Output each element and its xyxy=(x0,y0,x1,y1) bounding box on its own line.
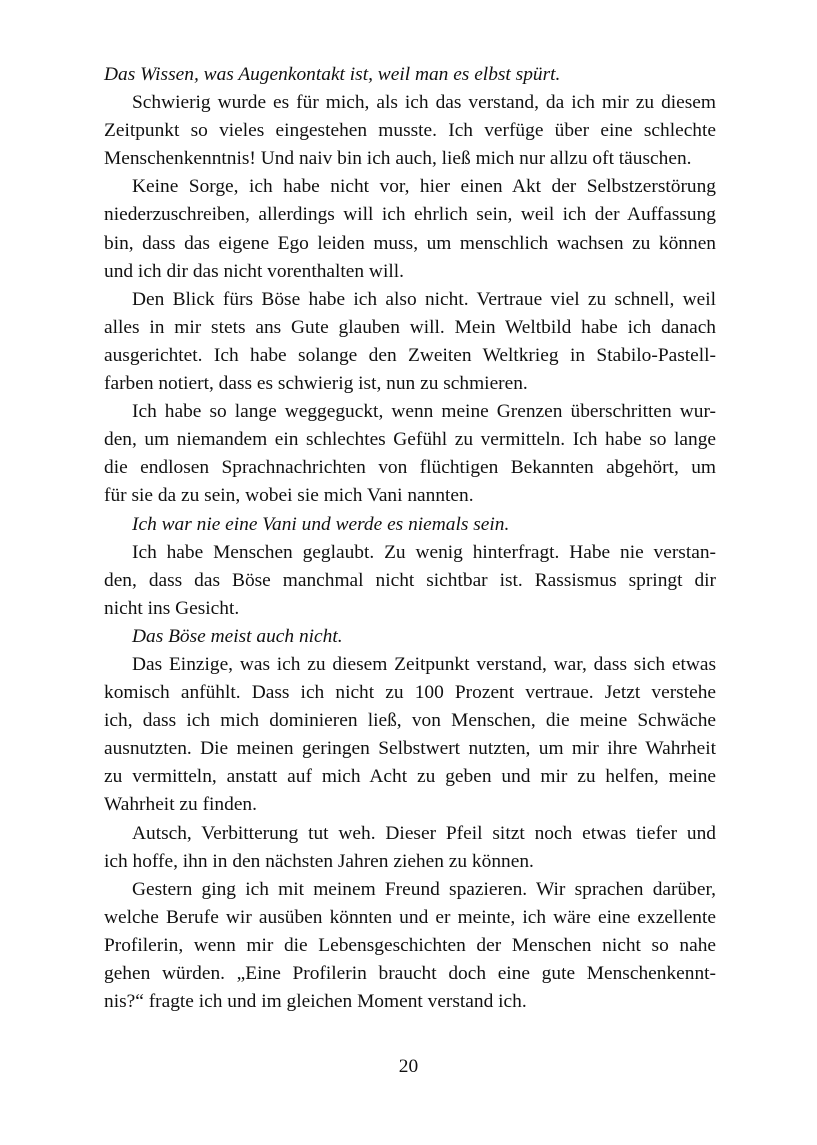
text-line: welche Berufe wir ausüben könnten und er meinte, ich wäre eine exzellente xyxy=(104,906,716,928)
text-line: alles in mir stets ans Gute glauben will. Mein Weltbild habe ich danach xyxy=(104,316,716,338)
text-line: die endlosen Sprachnachrichten von flüchtigen Bekannten abgehört, um xyxy=(104,457,716,479)
text-line: nis?“ fragte ich und im gleichen Moment verstand ich. xyxy=(104,991,527,1013)
text-line: gehen würden. „Eine Profilerin braucht doch eine gute Menschenkennt- xyxy=(104,963,716,984)
paragraph xyxy=(104,623,716,651)
text-line: nicht ins Gesicht. xyxy=(104,597,240,619)
text-line: komisch anfühlt. Dass ich nicht zu 100 Prozent vertraue. Jetzt verstehe xyxy=(104,682,716,704)
paragraph xyxy=(104,539,716,623)
text-line: ich hoffe, ihn in den nächsten Jahren ziehen zu können. xyxy=(104,850,534,872)
page-body xyxy=(104,61,716,1016)
text-line: und ich dir das nicht vorenthalten will. xyxy=(104,260,404,282)
paragraph xyxy=(104,651,716,820)
text-line: niederzuschreiben, allerdings will ich ehrlich sein, weil ich der Auffassung xyxy=(104,204,716,226)
text-line: ich, dass ich mich dominieren ließ, von Menschen, die meine Schwäche xyxy=(104,710,716,732)
text-line: Das Wissen, was Augenkontakt ist, weil man es elbst spürt. xyxy=(104,64,561,85)
text-line: Ich war nie eine Vani und werde es niemals sein. xyxy=(132,513,510,535)
text-line: Das Einzige, was ich zu diesem Zeitpunkt verstand, war, dass sich etwas xyxy=(132,653,716,675)
text-line: Ich habe Menschen geglaubt. Zu wenig hinterfragt. Habe nie verstan- xyxy=(132,541,716,563)
paragraph xyxy=(104,286,716,398)
text-line: Wahrheit zu finden. xyxy=(104,794,257,816)
text-line: für sie da zu sein, wobei sie mich Vani nannten. xyxy=(104,485,474,507)
text-line: Autsch, Verbitterung tut weh. Dieser Pfeil sitzt noch etwas tiefer und xyxy=(132,822,716,844)
text-line: ausgerichtet. Ich habe solange den Zweiten Weltkrieg in Stabilo-Pastell- xyxy=(104,344,716,366)
text-line: Keine Sorge, ich habe nicht vor, hier einen Akt der Selbstzerstörung xyxy=(132,176,716,198)
text-line: Menschenkenntnis! Und naiv bin ich auch, ließ mich nur allzu oft täuschen. xyxy=(104,148,692,170)
text-line: bin, dass das eigene Ego leiden muss, um menschlich wachsen zu können xyxy=(104,232,716,254)
paragraph xyxy=(104,876,716,1016)
page-number: 20 xyxy=(398,1056,419,1077)
text-line: Gestern ging ich mit meinem Freund spazieren. Wir sprachen darüber, xyxy=(132,878,716,900)
paragraph xyxy=(104,61,716,89)
text-line: Schwierig wurde es für mich, als ich das verstand, da ich mir zu diesem xyxy=(132,92,716,114)
text-line: Den Blick fürs Böse habe ich also nicht. Vertraue viel zu schnell, weil xyxy=(132,288,716,310)
paragraph xyxy=(104,398,716,510)
paragraph xyxy=(104,89,716,173)
paragraph xyxy=(104,820,716,876)
text-line: Profilerin, wenn mir die Lebensgeschichten der Menschen nicht so nahe xyxy=(104,934,716,956)
text-line: zu vermitteln, anstatt auf mich Acht zu geben und mir zu helfen, meine xyxy=(104,766,716,788)
text-line: ausnutzten. Die meinen geringen Selbstwert nutzten, um mir ihre Wahrheit xyxy=(104,738,716,760)
text-line: farben notiert, dass es schwierig ist, nun zu schmieren. xyxy=(104,373,528,395)
text-line: Ich habe so lange weggeguckt, wenn meine Grenzen überschritten wur- xyxy=(132,401,716,423)
text-line: den, dass das Böse manchmal nicht sichtbar ist. Rassismus springt dir xyxy=(104,569,716,591)
text-line: den, um niemandem ein schlechtes Gefühl zu vermitteln. Ich habe so lange xyxy=(104,429,716,451)
paragraph xyxy=(104,511,716,539)
text-line: Zeitpunkt so vieles eingestehen musste. Ich verfüge über eine schlechte xyxy=(104,120,716,142)
text-line: Das Böse meist auch nicht. xyxy=(132,625,343,647)
paragraph xyxy=(104,173,716,285)
